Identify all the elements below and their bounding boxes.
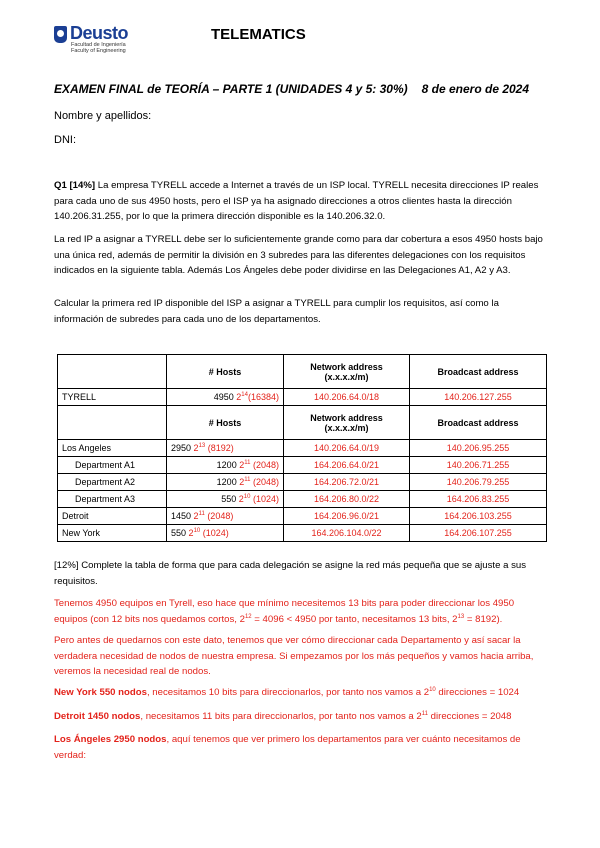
deusto-logo xyxy=(54,24,128,54)
name-label: Nombre y apellidos: xyxy=(54,110,152,122)
network-subheader: Network address (x.x.x.x/m) xyxy=(284,406,410,440)
table-subheader-row xyxy=(58,406,547,440)
logo-subtitle-1: Facultad de Ingeniería xyxy=(71,42,126,48)
table-row: New York 550 $2^{10}$ (1024) 164.206.104.0/22 164.206.107.255 xyxy=(58,525,547,542)
table-row: Detroit 1450 $2^{11}$ (2048) 164.206.96.0/21 164.206.103.255 xyxy=(58,508,547,525)
answer-paragraph-1: Tenemos 4950 equipos en Tyrell, eso hace que mínimo necesitemos 13 bits para poder direccionar los 4950 equipos (con 12 bits nos quedamos cortos, $2^{12} = 4096 < 4950$ por tanto, necesitamos 13 bits, $2^{13} = 8192$). xyxy=(54,598,515,625)
table-row: Department A3 550 $2^{10}$ (1024) 164.206.80.0/22 164.206.83.255 xyxy=(58,491,547,508)
answer-detroit: Detroit 1450 nodos, necesitamos 11 bits para direccionarlos, por tanto nos vamos a $2^{11}$ direcciones = 2048 xyxy=(54,710,512,722)
exam-date: 8 de enero de 2024 xyxy=(421,82,530,96)
logo-name: Deusto xyxy=(70,23,129,43)
dni-label: DNI: xyxy=(54,134,76,146)
task-text: [12%] Complete la tabla de forma que para cada delegación se asigne la red más pequeña que se ajuste a sus requisitos. xyxy=(54,560,527,587)
table-row: Los Angeles 2950 $2^{13}$ (8192) 140.206.64.0/19 140.206.95.255 xyxy=(58,440,547,457)
answer-paragraph-2: Pero antes de quedarnos con este dato, tenemos que ver cómo direccionar cada Departamento y así sacar la verdadera necesidad de nodos de nuestra empresa. Si empezamos por los más pequeños y vamos hacia arriba, veremos la necesidad real de nodos. xyxy=(54,635,534,677)
table-row: Department A2 1200 $2^{11}$ (2048) 164.206.72.0/21 140.206.79.255 xyxy=(58,474,547,491)
q1-paragraph-2: La red IP a asignar a TYRELL debe ser lo suficientemente grande como para dar cobertura a esos 4950 hosts bajo una única red, además de permitir la división en 3 subredes para las diferentes delegaciones con los requisitos indicados en la siguiente tabla. Además Los Ángeles debe poder dividirse en las Delegaciones A1, A2 y A3. xyxy=(54,234,543,276)
table-row: Department A1 1200 $2^{11}$ (2048) 164.206.64.0/21 140.206.71.255 xyxy=(58,457,547,474)
broadcast-header: Broadcast address xyxy=(410,355,547,389)
q1-paragraph-3: Calcular la primera red IP disponible del ISP a asignar a TYRELL para cumplir los requisitos, así como la información de subredes para cada uno de los departamentos. xyxy=(54,298,499,325)
exam-title xyxy=(54,82,529,96)
q1-marker: Q1 [14%] xyxy=(54,180,96,191)
header-title: TELEMATICS xyxy=(211,26,306,43)
q1-intro xyxy=(54,178,549,225)
logo-subtitle-2: Faculty of Engineering xyxy=(71,48,126,54)
shield-icon xyxy=(54,26,67,43)
answer-new-york: New York 550 nodos, necesitamos 10 bits para direccionarlos, por tanto nos vamos a $2^{10}$ direcciones = 1024 xyxy=(54,686,520,698)
exam-title-text: EXAMEN FINAL de TEORÍA – PARTE 1 (UNIDADES 4 y 5: 30%) xyxy=(54,82,408,96)
subnet-table xyxy=(57,354,547,542)
table-row: TYRELL 4950 $2^{14}(16384)$ 140.206.64.0/18 140.206.127.255 xyxy=(58,389,547,406)
q1-intro-text: La empresa TYRELL accede a Internet a través de un ISP local. TYRELL necesita direcciones IP reales para cada uno de sus 4950 hosts, pero el ISP ya ha asignado direcciones a otros clientes hasta la dirección 140.206.31.255, por lo que la primera dirección disponible es la 140.206.32.0. xyxy=(54,180,539,222)
hosts-subheader: # Hosts xyxy=(167,406,284,440)
network-header: Network address (x.x.x.x/m) xyxy=(284,355,410,389)
hosts-header: # Hosts xyxy=(167,355,284,389)
broadcast-subheader: Broadcast address xyxy=(410,406,547,440)
table-header-row xyxy=(58,355,547,389)
answer-los-angeles: Los Ángeles 2950 nodos, aquí tenemos que ver primero los departamentos para ver cuánto necesitamos de verdad: xyxy=(54,734,521,761)
